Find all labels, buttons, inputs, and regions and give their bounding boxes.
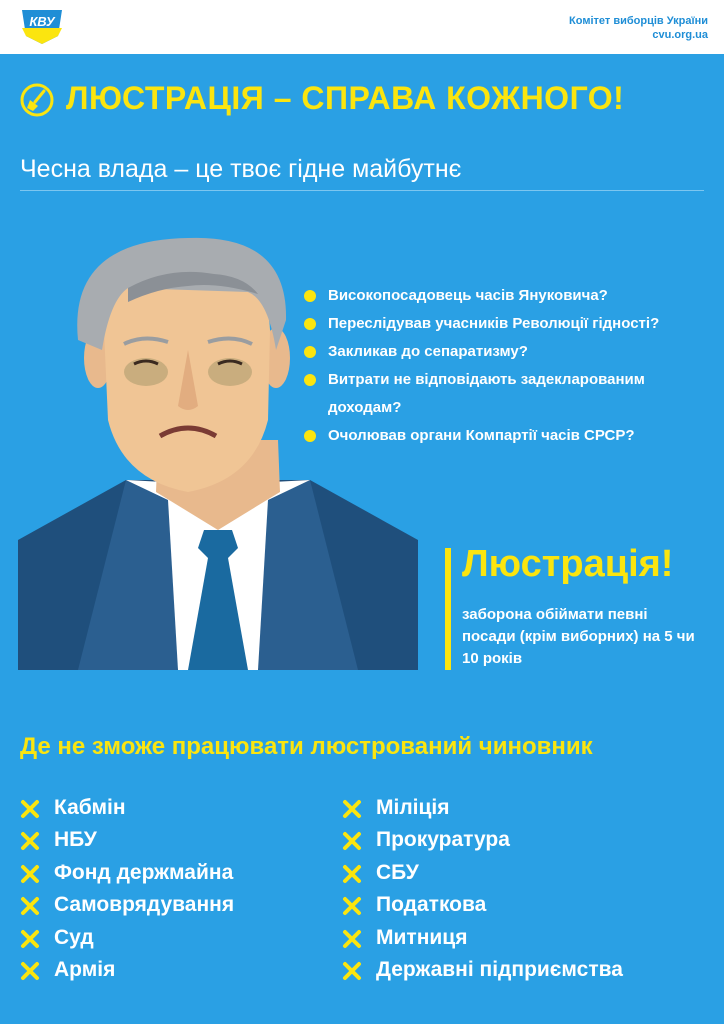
place-name: СБУ bbox=[376, 860, 419, 884]
cross-mark-icon bbox=[20, 961, 40, 981]
cross-mark-icon bbox=[342, 831, 362, 851]
question-item bbox=[304, 310, 708, 338]
cvu-logo bbox=[18, 6, 66, 46]
list-item bbox=[20, 958, 234, 990]
list-item bbox=[342, 926, 623, 958]
question-text: Переслідував учасників Революції гідності? bbox=[328, 315, 660, 332]
broom-icon bbox=[20, 83, 54, 117]
page-title: ЛЮСТРАЦІЯ – СПРАВА КОЖНОГО! bbox=[66, 80, 625, 116]
question-item bbox=[304, 282, 708, 310]
cross-mark-icon bbox=[20, 864, 40, 884]
list-item bbox=[20, 796, 234, 828]
bullet-dot-icon bbox=[304, 430, 316, 442]
section-title: Де не зможе працювати люстрований чиновник bbox=[20, 733, 593, 760]
places-list-right bbox=[342, 796, 623, 990]
place-name: Прокуратура bbox=[376, 828, 510, 852]
org-site[interactable]: cvu.org.ua bbox=[652, 29, 708, 41]
cross-mark-icon bbox=[342, 929, 362, 949]
list-item bbox=[342, 893, 623, 925]
cross-mark-icon bbox=[342, 864, 362, 884]
place-name: Податкова bbox=[376, 893, 487, 917]
place-name: Міліція bbox=[376, 796, 450, 819]
question-text: Закликав до сепаратизму? bbox=[328, 343, 528, 360]
cross-mark-icon bbox=[20, 799, 40, 819]
page-subtitle: Чесна влада – це твоє гідне майбутнє bbox=[20, 155, 462, 183]
cross-mark-icon bbox=[342, 896, 362, 916]
list-item bbox=[342, 958, 623, 990]
list-item bbox=[20, 893, 234, 925]
question-list bbox=[304, 282, 708, 450]
cross-mark-icon bbox=[342, 961, 362, 981]
list-item bbox=[20, 861, 234, 893]
divider bbox=[20, 190, 704, 191]
question-item bbox=[304, 422, 708, 450]
accent-bar bbox=[445, 548, 451, 670]
place-name: Фонд держмайна bbox=[54, 860, 234, 884]
organization-info bbox=[569, 14, 708, 42]
cross-mark-icon bbox=[342, 799, 362, 819]
question-text: Витрати не відповідають задекларованим доходам? bbox=[328, 371, 645, 416]
place-name: Кабмін bbox=[54, 796, 126, 819]
list-item bbox=[342, 796, 623, 828]
bullet-dot-icon bbox=[304, 346, 316, 358]
lustration-heading: Люстрація! bbox=[462, 543, 674, 585]
logo-text: КВУ bbox=[29, 14, 55, 29]
bullet-dot-icon bbox=[304, 374, 316, 386]
bullet-dot-icon bbox=[304, 290, 316, 302]
place-name: Митниця bbox=[376, 925, 468, 949]
question-text: Високопосадовець часів Януковича? bbox=[328, 287, 608, 304]
list-item bbox=[342, 861, 623, 893]
question-text: Очолював органи Компартії часів СРСР? bbox=[328, 427, 635, 444]
question-item bbox=[304, 366, 688, 422]
list-item bbox=[20, 926, 234, 958]
places-list-left bbox=[20, 796, 234, 990]
place-name: Державні підприємства bbox=[376, 957, 623, 981]
cross-mark-icon bbox=[20, 896, 40, 916]
header-bar bbox=[0, 0, 724, 54]
place-name: Суд bbox=[54, 925, 94, 949]
org-name: Комітет виборців України bbox=[569, 15, 708, 27]
bullet-dot-icon bbox=[304, 318, 316, 330]
cross-mark-icon bbox=[20, 831, 40, 851]
list-item bbox=[342, 828, 623, 860]
list-item bbox=[20, 828, 234, 860]
place-name: Самоврядування bbox=[54, 893, 235, 917]
place-name: НБУ bbox=[54, 828, 97, 852]
question-item bbox=[304, 338, 708, 366]
lustration-description: заборона обіймати певні посади (крім виборних) на 5 чи 10 років bbox=[462, 606, 695, 667]
cross-mark-icon bbox=[20, 929, 40, 949]
place-name: Армія bbox=[54, 957, 116, 981]
